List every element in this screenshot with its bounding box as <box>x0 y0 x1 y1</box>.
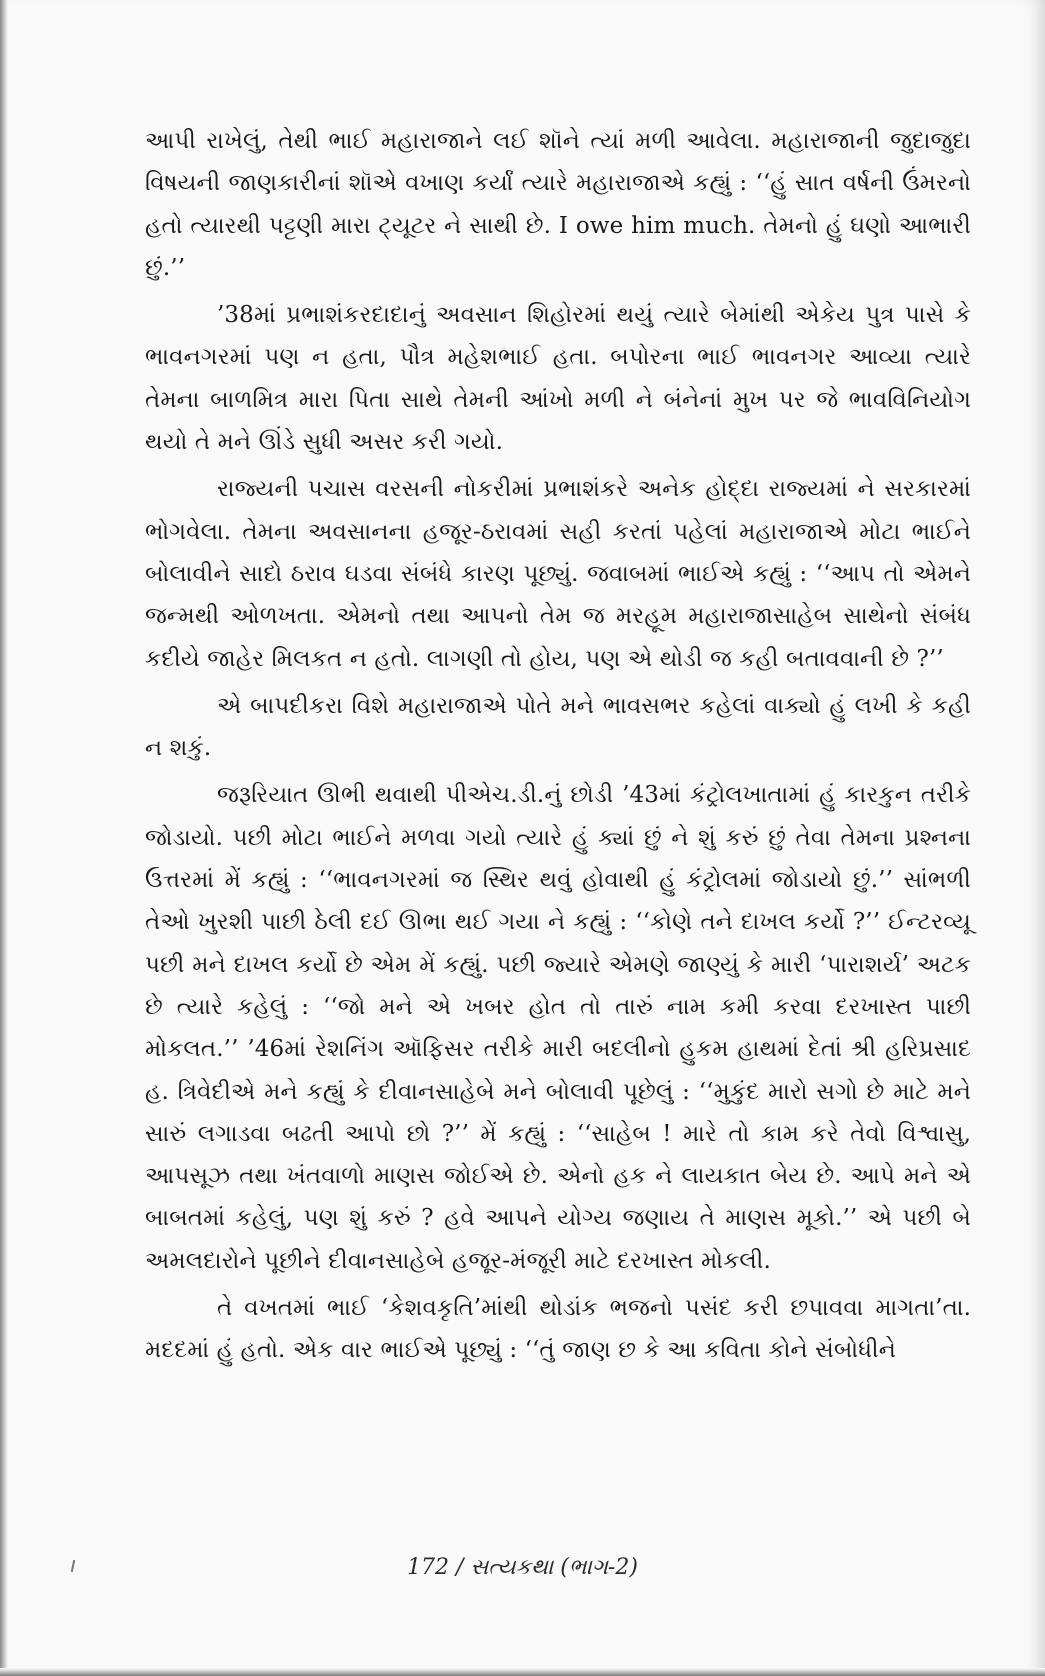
paragraph-5: જરૂરિયાત ઊભી થવાથી પીએચ.ડી.નું છોડી ’43માં કંટ્રોલખાતામાં હું કારકુન તરીકે જોડાયો. પછી મોટા ભાઈને મળવા ગયો ત્યારે હું ક્યાં છું ને શું કરું છું તેવા તેમના પ્રશ્નના ઉત્તરમાં મેં કહ્યું : ‘‘ભાવનગરમાં જ સ્થિર થવું હોવાથી હું કંટ્રોલમાં જોડાયો છું.’’ સાંભળી તેઓ ખુરશી પાછી ઠેલી દઈ ઊભા થઈ ગયા ને કહ્યું : ‘‘કોણે તને દાખલ કર્યો ?’’ ઈન્ટરવ્યૂ પછી મને દાખલ કર્યો છે એમ મેં કહ્યું. પછી જ્યારે એમણે જાણ્યું કે મારી ‘પારાશર્ય’ અટક છે ત્યારે કહેલું : ‘‘જો મને એ ખબર હોત તો તારું નામ કમી કરવા દરખાસ્ત પાછી મોકલત.’’ ’46માં રેશનિંગ ઑફિસર તરીકે મારી બદલીનો હુકમ હાથમાં દેતાં શ્રી હરિપ્રસાદ હ. ત્રિવેદીએ મને કહ્યું કે દીવાનસાહેબે મને બોલાવી પૂછેલું : ‘‘મુકુંદ મારો સગો છે માટે મને સારું લગાડવા બઢતી આપો છો ?’’ મેં કહ્યું : ‘‘સાહેબ ! મારે તો કામ કરે તેવો વિશ્વાસુ, આપસૂઝ તથા ખંતવાળો માણસ જોઈએ છે. એનો હક ને લાયકાત બેય છે. આપે મને એ બાબતમાં કહેલું, પણ શું કરું ? હવે આપને યોગ્ય જણાય તે માણસ મૂકો.’’ એ પછી બે અમલદારોને પૂછીને દીવાનસાહેબે હજૂર-મંજૂરી માટે દરખાસ્ત મોકલી. <box>145 782 971 1274</box>
paragraph-6: તે વખતમાં ભાઈ ‘કેશવકૃતિ’માંથી થોડાંક ભજનો પસંદ કરી છપાવવા માગતા’તા. મદદમાં હું હતો. એક વાર ભાઈએ પૂછ્યું : ‘‘તું જાણ છ કે આ કવિતા કોને સંબોધીને <box>145 1295 971 1364</box>
page-left-edge <box>0 0 8 1676</box>
page-bottom-edge <box>0 1668 1045 1676</box>
page-footer: 172 / સત્યકથા (ભાગ-2) <box>407 1555 638 1580</box>
paragraph-1: આપી રાખેલું, તેથી ભાઈ મહારાજાને લઈ શૉને ત્યાં મળી આવેલા. મહારાજાની જુદાજુદા વિષયની જાણકારીનાં શૉએ વખાણ કર્યાં ત્યારે મહારાજાએ કહ્યું : ‘‘હું સાત વર્ષની ઉંમરનો હતો ત્યારથી પટ્ટણી મારા ટ્યૂટર ને સાથી છે. I owe him much. તેમનો હું ઘણો આભારી છું.’’ <box>145 128 971 281</box>
paragraph-3: રાજ્યની પચાસ વરસની નોકરીમાં પ્રભાશંકરે અનેક હોદ્દા રાજ્યમાં ને સરકારમાં ભોગવેલા. તેમના અવસાનના હજૂર-ઠરાવમાં સહી કરતાં પહેલાં મહારાજાએ મોટા ભાઈને બોલાવીને સાદો ઠરાવ ઘડવા સંબંધે કારણ પૂછ્યું. જવાબમાં ભાઈએ કહ્યું : ‘‘આપ તો એમને જન્મથી ઓળખતા. એમનો તથા આપનો તેમ જ મરહૂમ મહારાજાસાહેબ સાથેનો સંબંધ કદીયે જાહેર મિલકત ન હતો. લાગણી તો હોય, પણ એ થોડી જ કહી બતાવવાની છે ?’’ <box>145 476 971 672</box>
paragraph-2: ’38માં પ્રભાશંકરદાદાનું અવસાન શિહોરમાં થયું ત્યારે બેમાંથી એકેય પુત્ર પાસે કે ભાવનગરમાં પણ ન હતા, પૌત્ર મહેશભાઈ હતા. બપોરના ભાઈ ભાવનગર આવ્યા ત્યારે તેમના બાળમિત્ર મારા પિતા સાથે તેમની આંખો મળી ને બંનેનાં મુખ પર જે ભાવવિનિયોગ થયો તે મને ઊંડે સુધી અસર કરી ગયો. <box>145 302 971 456</box>
page-body <box>145 120 971 1377</box>
paragraph-4: એ બાપદીકરા વિશે મહારાજાએ પોતે મને ભાવસભર કહેલાં વાક્યો હું લખી કે કહી ન શકું. <box>145 692 971 762</box>
